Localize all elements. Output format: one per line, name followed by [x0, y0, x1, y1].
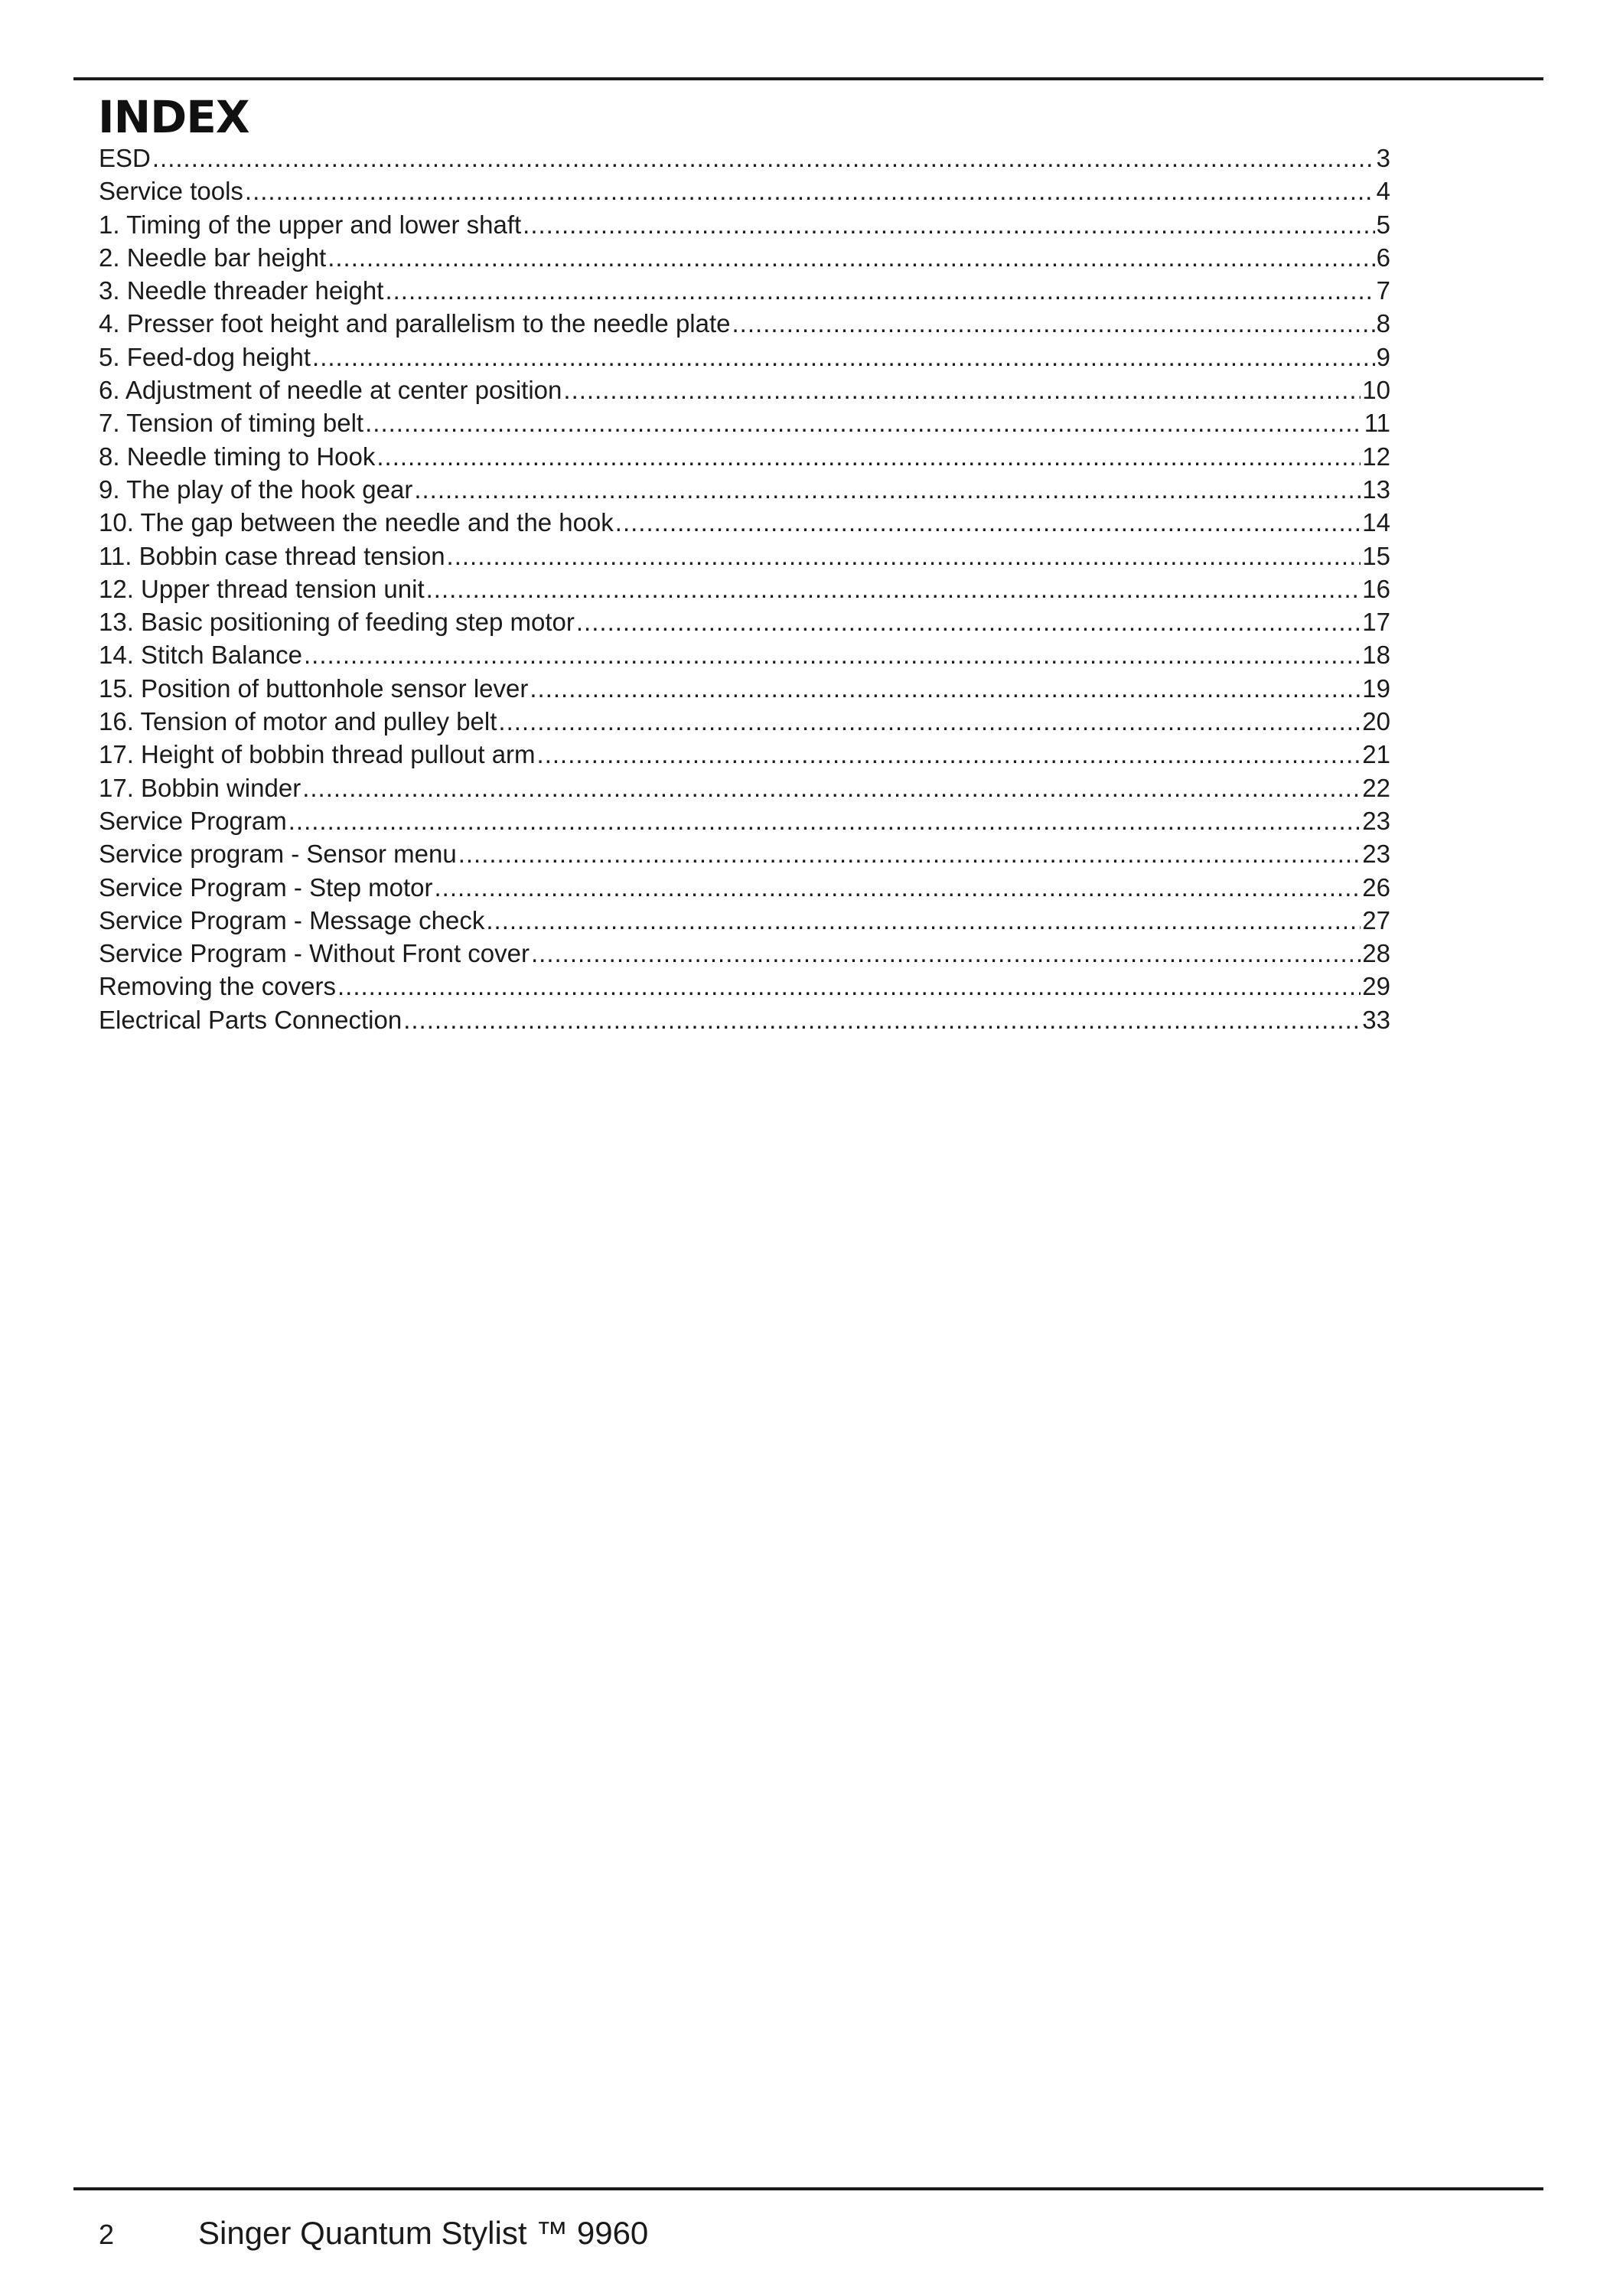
toc-entry[interactable]: [99, 174, 1390, 207]
top-rule: [73, 77, 1543, 80]
manual-title: Singer Quantum Stylist ™ 9960: [198, 2215, 649, 2251]
toc-entry[interactable]: [99, 904, 1390, 937]
toc-entry[interactable]: [99, 1003, 1390, 1036]
toc-entry-label: 10. The gap between the needle and the hook: [99, 508, 614, 537]
toc-entry-page: 5: [1376, 210, 1390, 239]
toc-entry-page: 28: [1362, 939, 1390, 968]
dot-leader: [376, 440, 1361, 473]
toc-entry[interactable]: [99, 241, 1390, 274]
dot-leader: [537, 738, 1361, 771]
toc-entry-page: 18: [1362, 641, 1390, 670]
toc-entry-label: 2. Needle bar height: [99, 243, 327, 272]
toc-entry-label: 6. Adjustment of needle at center position: [99, 376, 562, 405]
toc-entry-label: Service tools: [99, 177, 243, 206]
toc-entry-page: 14: [1362, 508, 1390, 537]
toc-entry[interactable]: [99, 208, 1390, 241]
toc-entry[interactable]: [99, 638, 1390, 671]
toc-entry[interactable]: [99, 373, 1390, 406]
toc-entry-page: 12: [1362, 442, 1390, 471]
toc-entry-page: 15: [1362, 541, 1390, 570]
toc-entry-page: 29: [1362, 972, 1390, 1001]
dot-leader: [531, 937, 1361, 970]
page-number: 2: [99, 2219, 115, 2250]
toc-entry-page: 27: [1362, 905, 1390, 934]
page-footer: [0, 2212, 1623, 2258]
dot-leader: [312, 341, 1375, 373]
dot-leader: [152, 142, 1375, 174]
dot-leader: [365, 406, 1363, 439]
toc-entry-page: 8: [1376, 309, 1390, 338]
page-title: INDEX: [98, 91, 249, 143]
dot-leader: [288, 804, 1361, 837]
toc-entry[interactable]: [99, 274, 1390, 307]
toc-entry[interactable]: [99, 738, 1390, 771]
toc-entry[interactable]: [99, 771, 1390, 804]
toc-entry[interactable]: [99, 142, 1390, 174]
toc-entry-page: 4: [1376, 177, 1390, 206]
dot-leader: [414, 473, 1361, 506]
toc-entry-page: 19: [1362, 673, 1390, 703]
toc-entry-label: ESD: [99, 144, 151, 172]
toc-entry[interactable]: [99, 406, 1390, 439]
toc-entry[interactable]: [99, 705, 1390, 738]
toc-entry-label: 11. Bobbin case thread tension: [99, 541, 445, 570]
toc-entry-label: Service Program - Without Front cover: [99, 939, 530, 968]
toc-entry-label: 4. Presser foot height and parallelism to the needle plate: [99, 309, 731, 338]
toc-entry-page: 23: [1362, 840, 1390, 869]
toc-entry[interactable]: [99, 970, 1390, 1003]
toc-entry[interactable]: [99, 672, 1390, 705]
toc-entry-label: 7. Tension of timing belt: [99, 409, 364, 438]
toc-entry-label: 3. Needle threader height: [99, 276, 384, 305]
toc-entry-label: 9. The play of the hook gear: [99, 475, 413, 504]
toc-entry-label: 16. Tension of motor and pulley belt: [99, 707, 497, 736]
toc-entry[interactable]: [99, 837, 1390, 870]
toc-entry[interactable]: [99, 473, 1390, 506]
dot-leader: [523, 208, 1374, 241]
dot-leader: [486, 904, 1361, 937]
toc-entry[interactable]: [99, 871, 1390, 904]
dot-leader: [426, 572, 1361, 605]
dot-leader: [576, 605, 1361, 638]
dot-leader: [458, 837, 1361, 870]
dot-leader: [304, 638, 1361, 671]
dot-leader: [615, 506, 1361, 539]
dot-leader: [302, 771, 1361, 804]
toc-entry-label: Service Program: [99, 806, 287, 835]
toc-entry-label: 14. Stitch Balance: [99, 641, 302, 670]
table-of-contents: [99, 142, 1390, 1036]
toc-entry[interactable]: [99, 440, 1390, 473]
dot-leader: [498, 705, 1361, 738]
toc-entry-label: 13. Basic positioning of feeding step motor: [99, 608, 575, 637]
dot-leader: [337, 970, 1361, 1003]
toc-entry-page: 16: [1362, 574, 1390, 603]
toc-entry-page: 7: [1376, 276, 1390, 305]
dot-leader: [732, 307, 1375, 340]
toc-entry-page: 20: [1362, 707, 1390, 736]
toc-entry[interactable]: [99, 540, 1390, 572]
toc-entry-label: Electrical Parts Connection: [99, 1005, 402, 1034]
dot-leader: [563, 373, 1361, 406]
dot-leader: [447, 540, 1361, 572]
toc-entry-page: 6: [1376, 243, 1390, 272]
toc-entry-page: 3: [1376, 144, 1390, 172]
dot-leader: [434, 871, 1361, 904]
dot-leader: [245, 174, 1375, 207]
toc-entry-page: 13: [1362, 475, 1390, 504]
toc-entry-page: 9: [1376, 342, 1390, 371]
toc-entry-label: 17. Height of bobbin thread pullout arm: [99, 740, 536, 769]
toc-entry-label: 1. Timing of the upper and lower shaft: [99, 210, 522, 239]
toc-entry-label: 8. Needle timing to Hook: [99, 442, 376, 471]
toc-entry-page: 17: [1362, 608, 1390, 637]
dot-leader: [328, 241, 1374, 274]
toc-entry-label: 17. Bobbin winder: [99, 773, 301, 802]
toc-entry-label: Removing the covers: [99, 972, 336, 1001]
toc-entry-label: Service Program - Step motor: [99, 872, 433, 902]
toc-entry-page: 22: [1362, 773, 1390, 802]
toc-entry-label: 15. Position of buttonhole sensor lever: [99, 673, 529, 703]
dot-leader: [403, 1003, 1361, 1036]
toc-entry-label: Service program - Sensor menu: [99, 840, 457, 869]
toc-entry-page: 21: [1362, 740, 1390, 769]
toc-entry-label: 5. Feed-dog height: [99, 342, 311, 371]
toc-entry[interactable]: [99, 605, 1390, 638]
dot-leader: [530, 672, 1361, 705]
toc-entry-label: 12. Upper thread tension unit: [99, 574, 425, 603]
toc-entry[interactable]: [99, 804, 1390, 837]
toc-entry-page: 26: [1362, 872, 1390, 902]
toc-entry-page: 10: [1362, 376, 1390, 405]
toc-entry[interactable]: [99, 307, 1390, 340]
toc-entry[interactable]: [99, 341, 1390, 373]
toc-entry[interactable]: [99, 937, 1390, 970]
dot-leader: [385, 274, 1374, 307]
toc-entry-page: 23: [1362, 806, 1390, 835]
toc-entry[interactable]: [99, 506, 1390, 539]
toc-entry-label: Service Program - Message check: [99, 905, 485, 934]
toc-entry-page: 11: [1364, 409, 1390, 438]
bottom-rule: [73, 2187, 1543, 2190]
toc-entry-page: 33: [1362, 1005, 1390, 1034]
toc-entry[interactable]: [99, 572, 1390, 605]
